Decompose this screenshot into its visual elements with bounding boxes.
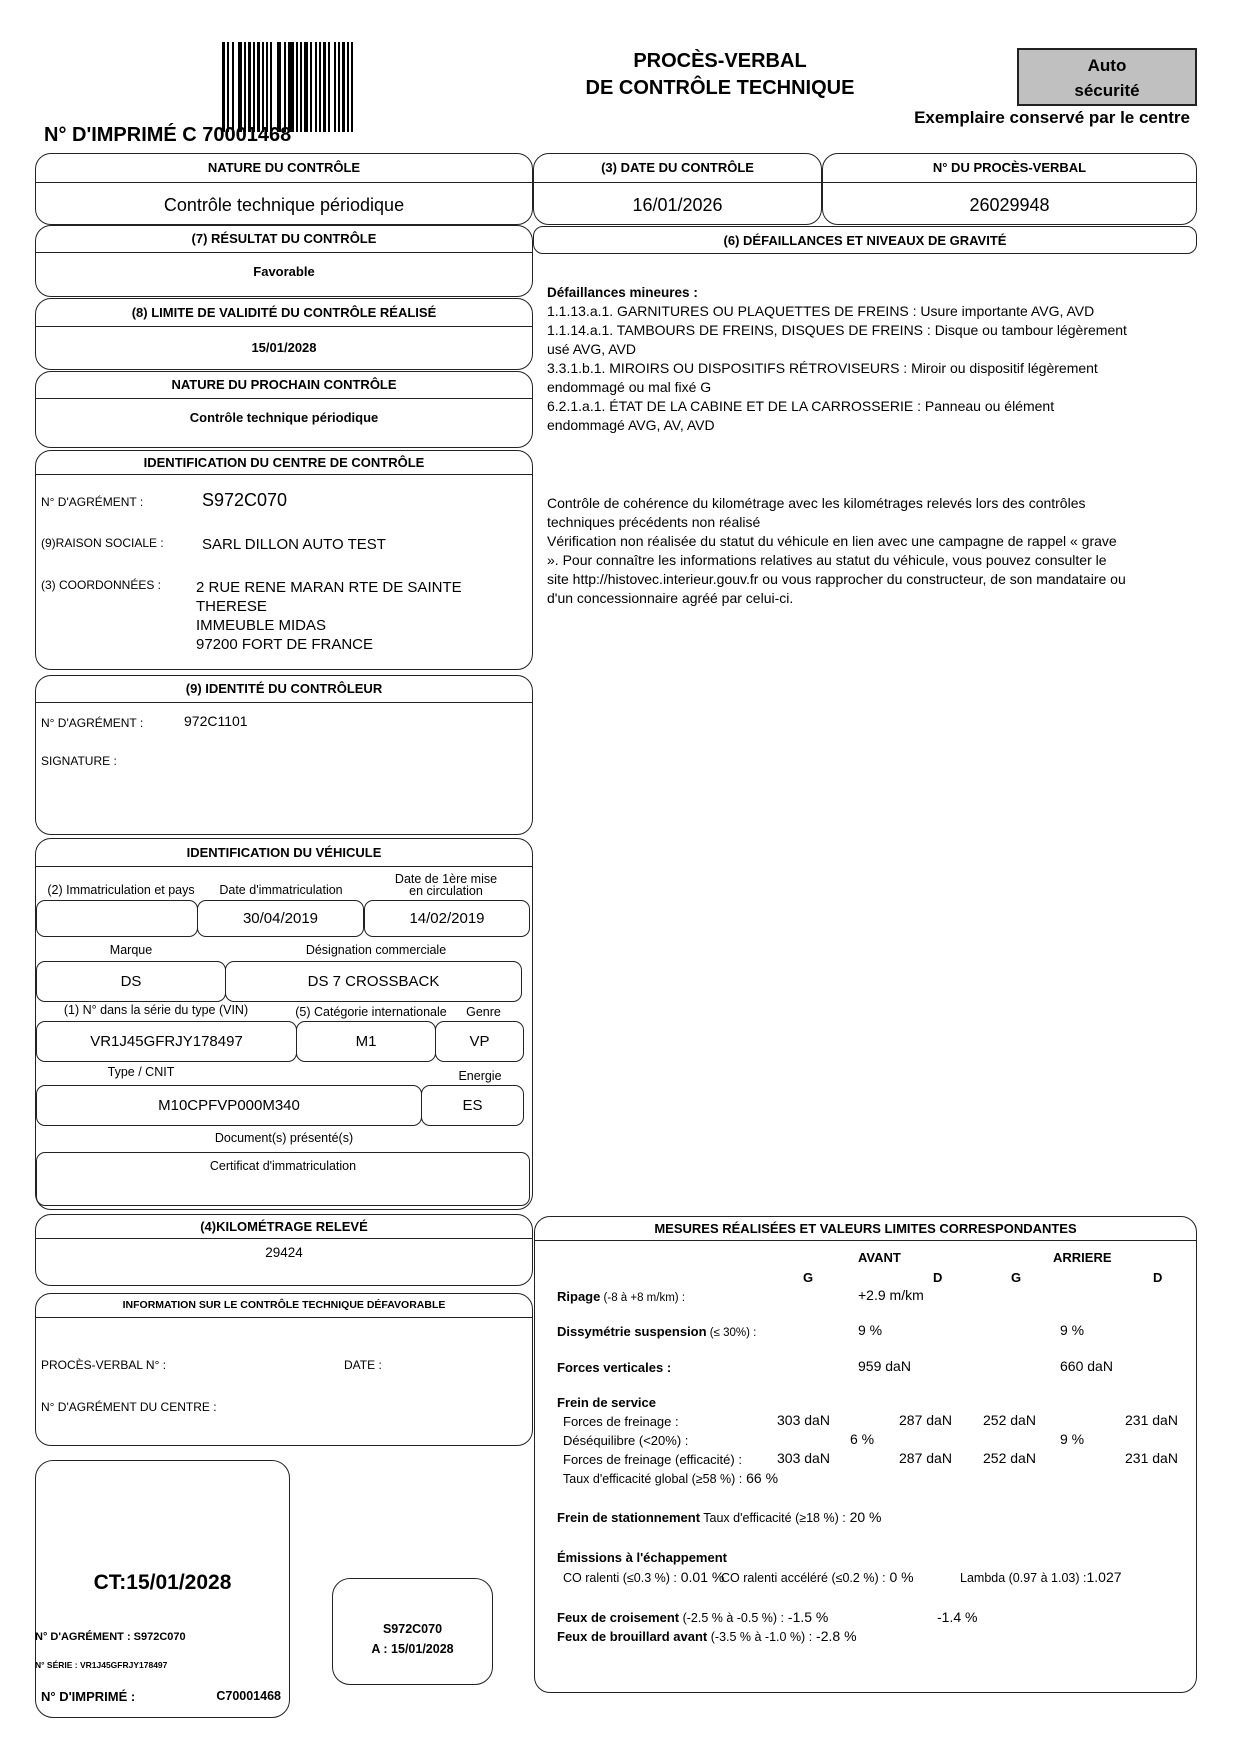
address-line: 2 RUE RENE MARAN RTE DE SAINTE	[196, 579, 462, 596]
desequilibre-arriere: 9 %	[1060, 1431, 1085, 1447]
mesures-title: MESURES RÉALISÉES ET VALEURS LIMITES CORRESPONDANTES	[535, 1217, 1196, 1241]
centre-agrement-value: S972C070	[202, 490, 288, 510]
address-line: 97200 FORT DE FRANCE	[196, 636, 374, 653]
dissymetrie-limit: (≤ 30%) :	[706, 1327, 757, 1339]
vignette-serie: N° SÉRIE : VR1J45GFRJY178497	[35, 1660, 168, 1670]
desequilibre-label: Déséquilibre (<20%) :	[563, 1433, 689, 1448]
immat-value	[36, 900, 198, 937]
lambda-label: Lambda (0.97 à 1.03) :	[960, 1571, 1087, 1585]
co-ralenti-value: 0.01 %	[676, 1569, 725, 1585]
designation-label: Désignation commerciale	[305, 943, 447, 957]
emissions-label: Émissions à l'échappement	[557, 1550, 727, 1565]
defaillance-item: 6.2.1.a.1. ÉTAT DE LA CABINE ET DE LA CARROSSERIE : Panneau ou élément endommagé AVG, AV, AVD	[547, 398, 1055, 433]
defaillance-item: 3.3.1.b.1. MIROIRS OU DISPOSITIFS RÉTROVISEURS : Miroir ou dispositif légèrement endommagé ou mal fixé G	[547, 360, 1098, 395]
rappel-note: Vérification non réalisée du statut du véhicule en lien avec une campagne de rappel « grave ». Pour connaître les informations relatives au statut du véhicule, vous pouvez consulter le site http://histovec.interieur.gouv.fr ou vous rapprocher du constructeur, de son mandataire ou d'un concessionnaire agréé par celui-ci.	[547, 533, 1126, 606]
vin-value: VR1J45GFRJY178497	[36, 1021, 297, 1062]
forces-efficacite-avg: 303 daN	[777, 1450, 830, 1466]
forces-verticales-label: Forces verticales :	[557, 1360, 672, 1375]
brouillard-value: -2.8 %	[812, 1628, 857, 1644]
defaillances-minor-heading: Défaillances mineures :	[547, 285, 698, 300]
dissymetrie-avant: 9 %	[858, 1322, 883, 1338]
centre-coord-value	[196, 578, 462, 654]
date-immat-value: 30/04/2019	[197, 900, 364, 937]
kilometrage-box	[35, 1214, 533, 1286]
prochain-controle-value: Contrôle technique périodique	[189, 410, 379, 425]
ripage-label: Ripage	[557, 1289, 601, 1304]
centre-box	[35, 450, 533, 670]
avant-d-header: D	[933, 1270, 943, 1285]
date-circulation-value: 14/02/2019	[364, 900, 530, 937]
forces-efficacite-ard: 231 daN	[1125, 1450, 1178, 1466]
brouillard-label: Feux de brouillard avant	[557, 1629, 708, 1644]
stamp-text	[333, 1619, 492, 1659]
co-accel-value: 0 %	[885, 1569, 914, 1585]
date-immat-label: Date d'immatriculation	[219, 883, 343, 897]
date-circulation-label-1: Date de 1ère mise	[394, 872, 498, 886]
prochain-controle-box	[35, 371, 533, 448]
co-ralenti-row	[563, 1569, 724, 1585]
kilometrage-title: (4)KILOMÉTRAGE RELEVÉ	[36, 1215, 532, 1239]
forces-efficacite-arg: 252 daN	[983, 1450, 1036, 1466]
date-circulation-label-2: en circulation	[409, 884, 483, 898]
frein-service-label: Frein de service	[557, 1395, 656, 1410]
date-controle-box	[533, 153, 822, 225]
numero-pv-title: N° DU PROCÈS-VERBAL	[823, 154, 1196, 183]
category-line-1: Auto	[1087, 56, 1127, 75]
categorie-label: (5) Catégorie internationale	[295, 1005, 447, 1019]
stamp-box	[332, 1578, 493, 1685]
lambda-value: 1.027	[1086, 1569, 1122, 1585]
vignette-imprime-value: C70001468	[216, 1689, 281, 1703]
marque-label: Marque	[109, 943, 153, 957]
defaillances-box	[533, 226, 1197, 254]
centre-coord-label: (3) COORDONNÉES :	[41, 578, 162, 592]
forces-freinage-avd: 287 daN	[899, 1412, 952, 1428]
defaillances-notes	[547, 494, 1127, 608]
forces-freinage-arg: 252 daN	[983, 1412, 1036, 1428]
kilometrage-note: Contrôle de cohérence du kilométrage avec les kilométrages relevés lors des contrôles techniques précédents non réalisé	[547, 495, 1086, 530]
defavorable-date-label: DATE :	[344, 1358, 382, 1372]
centre-agrement-label: N° D'AGRÉMENT :	[41, 495, 144, 509]
desequilibre-avant: 6 %	[850, 1431, 875, 1447]
cnit-value: M10CPFVP000M340	[36, 1085, 422, 1126]
numero-pv-value: 26029948	[969, 195, 1050, 215]
forces-freinage-avg: 303 daN	[777, 1412, 830, 1428]
title-line-2: DE CONTRÔLE TECHNIQUE	[585, 77, 855, 99]
centre-raison-value: SARL DILLON AUTO TEST	[202, 536, 386, 553]
forces-efficacite-avd: 287 daN	[899, 1450, 952, 1466]
stationnement-row	[557, 1509, 882, 1525]
lambda-row	[960, 1569, 1122, 1585]
vignette-ct-date: CT:15/01/2028	[93, 1571, 232, 1594]
stamp-line-2: A : 15/01/2028	[371, 1642, 454, 1656]
nature-controle-value: Contrôle technique périodique	[163, 195, 405, 215]
defaillances-content	[547, 283, 1127, 435]
brouillard-row	[557, 1628, 857, 1644]
vignette-imprime-label: N° D'IMPRIMÉ :	[41, 1689, 136, 1704]
taux-global-row	[563, 1470, 778, 1486]
defaillance-item: 1.1.14.a.1. TAMBOURS DE FREINS, DISQUES DE FREINS : Disque ou tambour légèrement usé AVG, AVD	[547, 322, 1127, 357]
ripage-value: +2.9 m/km	[858, 1287, 924, 1303]
controleur-agrement-label: N° D'AGRÉMENT :	[41, 716, 144, 730]
avant-header: AVANT	[858, 1250, 901, 1265]
vehicule-box	[35, 838, 533, 1210]
vignette-box	[35, 1460, 290, 1718]
croisement-d-value: -1.4 %	[937, 1609, 978, 1625]
co-accel-label: CO ralenti accéléré (≤0.2 %) :	[721, 1571, 886, 1585]
dissymetrie-row	[557, 1324, 756, 1339]
forces-freinage-ard: 231 daN	[1125, 1412, 1178, 1428]
category-line-2: sécurité	[1074, 81, 1140, 100]
brouillard-limit: (-3.5 % à -1.0 %) :	[707, 1630, 813, 1644]
defavorable-agrement-label: N° D'AGRÉMENT DU CENTRE :	[41, 1400, 217, 1414]
date-circulation-label	[361, 873, 531, 897]
title-line-1: PROCÈS-VERBAL	[633, 50, 807, 72]
resultat-value: Favorable	[253, 264, 315, 279]
co-accel-row	[721, 1569, 914, 1585]
date-controle-value: 16/01/2026	[632, 195, 723, 215]
vignette-agrement: N° D'AGRÉMENT : S972C070	[35, 1631, 186, 1643]
energie-label: Energie	[458, 1069, 502, 1083]
date-controle-title: (3) DATE DU CONTRÔLE	[534, 154, 821, 183]
centre-raison-label: (9)RAISON SOCIALE :	[41, 536, 164, 550]
barcode-gap	[353, 42, 355, 132]
vin-label: (1) N° dans la série du type (VIN)	[63, 1003, 249, 1017]
prochain-controle-title: NATURE DU PROCHAIN CONTRÔLE	[36, 372, 532, 399]
documents-label: Document(s) présenté(s)	[214, 1131, 354, 1145]
stationnement-limit: Taux d'efficacité (≥18 %) :	[700, 1511, 846, 1525]
defavorable-title: INFORMATION SUR LE CONTRÔLE TECHNIQUE DÉFAVORABLE	[36, 1294, 532, 1318]
taux-global-value: 66 %	[742, 1470, 779, 1486]
cnit-label: Type / CNIT	[107, 1065, 175, 1079]
stationnement-label: Frein de stationnement	[557, 1510, 701, 1525]
ripage-limit: (-8 à +8 m/km) :	[600, 1292, 686, 1304]
forces-freinage-label: Forces de freinage :	[563, 1414, 679, 1429]
forces-efficacite-label: Forces de freinage (efficacité) :	[563, 1452, 742, 1467]
controleur-agrement-value: 972C1101	[184, 713, 248, 729]
controleur-title: (9) IDENTITÉ DU CONTRÔLEUR	[36, 676, 532, 703]
taux-global-label: Taux d'efficacité global (≥58 %) :	[563, 1472, 743, 1486]
limite-validite-title: (8) LIMITE DE VALIDITÉ DU CONTRÔLE RÉALISÉ	[36, 299, 532, 327]
croisement-row	[557, 1609, 828, 1625]
copy-note: Exemplaire conservé par le centre	[914, 108, 1190, 127]
controleur-box	[35, 675, 533, 835]
centre-title: IDENTIFICATION DU CENTRE DE CONTRÔLE	[36, 451, 532, 475]
arriere-header: ARRIERE	[1053, 1250, 1112, 1265]
stationnement-value: 20 %	[845, 1509, 882, 1525]
numero-pv-box	[822, 153, 1197, 225]
croisement-g-value: -1.5 %	[784, 1609, 829, 1625]
nature-controle-box	[35, 153, 533, 225]
mesures-box	[534, 1216, 1197, 1693]
documents-value: Certificat d'immatriculation	[36, 1152, 530, 1206]
categorie-value: M1	[296, 1021, 436, 1062]
marque-value: DS	[36, 961, 226, 1002]
address-line: IMMEUBLE MIDAS	[196, 617, 327, 634]
vehicule-title: IDENTIFICATION DU VÉHICULE	[36, 839, 532, 867]
resultat-title: (7) RÉSULTAT DU CONTRÔLE	[36, 226, 532, 253]
arriere-g-header: G	[1011, 1270, 1022, 1285]
dissymetrie-arriere: 9 %	[1060, 1322, 1085, 1338]
defavorable-box	[35, 1293, 533, 1446]
avant-g-header: G	[803, 1270, 814, 1285]
signature-label: SIGNATURE :	[41, 754, 117, 768]
defavorable-pv-label: PROCÈS-VERBAL N° :	[41, 1358, 167, 1372]
imprime-number: N° D'IMPRIMÉ C 70001468	[44, 124, 292, 146]
address-line: THERESE	[196, 598, 267, 615]
page-title	[560, 48, 880, 102]
croisement-limit: (-2.5 % à -0.5 %) :	[679, 1611, 785, 1625]
energie-value: ES	[421, 1085, 524, 1126]
limite-validite-value: 15/01/2028	[251, 340, 317, 355]
stamp-line-1: S972C070	[382, 1622, 443, 1636]
defaillances-title: (6) DÉFAILLANCES ET NIVEAUX DE GRAVITÉ	[723, 233, 1007, 248]
barcode-icon	[222, 42, 394, 132]
resultat-box	[35, 225, 533, 297]
forces-verticales-arriere: 660 daN	[1060, 1358, 1113, 1374]
ripage-row	[557, 1289, 685, 1304]
limite-validite-box	[35, 298, 533, 370]
immat-label: (2) Immatriculation et pays	[47, 883, 195, 897]
designation-value: DS 7 CROSSBACK	[225, 961, 522, 1002]
co-ralenti-label: CO ralenti (≤0.3 %) :	[563, 1571, 677, 1585]
croisement-label: Feux de croisement	[557, 1610, 680, 1625]
dissymetrie-label: Dissymétrie suspension	[557, 1324, 707, 1339]
nature-controle-title: NATURE DU CONTRÔLE	[36, 154, 532, 183]
defaillance-item: 1.1.13.a.1. GARNITURES OU PLAQUETTES DE FREINS : Usure importante AVG, AVD	[547, 303, 1095, 319]
kilometrage-value: 29424	[265, 1245, 303, 1260]
arriere-d-header: D	[1153, 1270, 1163, 1285]
forces-verticales-avant: 959 daN	[858, 1358, 911, 1374]
genre-label: Genre	[466, 1005, 501, 1019]
genre-value: VP	[435, 1021, 524, 1062]
category-badge	[1017, 48, 1197, 106]
